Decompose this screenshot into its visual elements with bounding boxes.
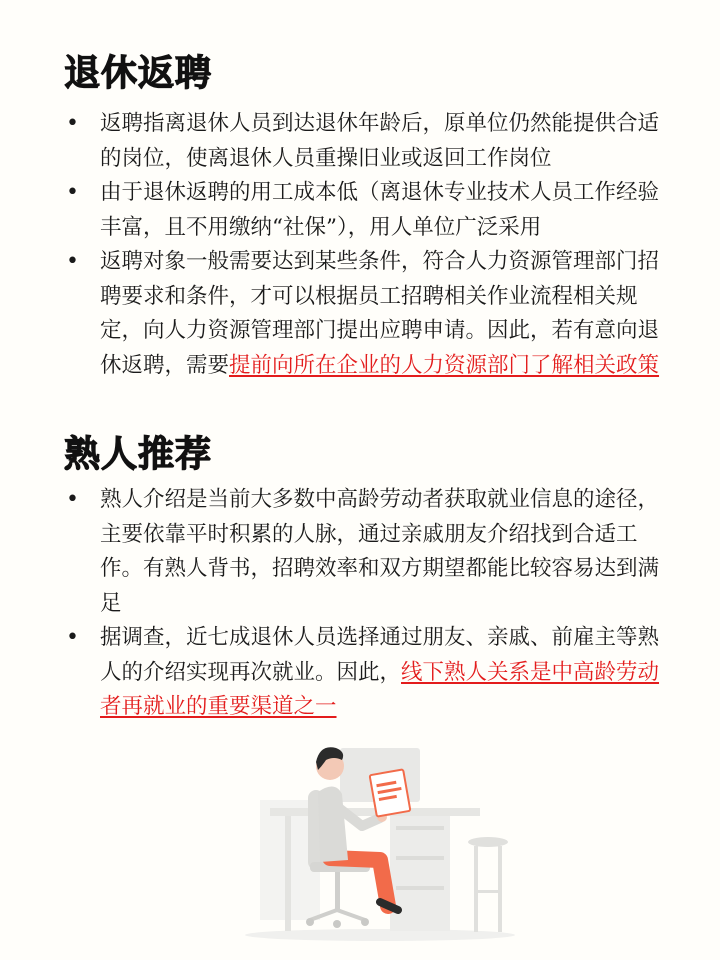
bullet-text: 返聘对象一般需要达到某些条件，符合人力资源管理部门招聘要求和条件，才可以根据员工招聘相关作业流程相关规定，向人力资源管理部门提出应聘申请。因此，若有意向退休返聘，需要	[100, 249, 660, 378]
bullet-icon: •	[66, 180, 79, 205]
highlight-text: 提前向所在企业的人力资源部门了解相关政策	[229, 352, 660, 378]
stool	[468, 837, 508, 932]
person-working-at-desk-illustration	[230, 730, 530, 945]
bullet-list-retirement-rehire	[64, 107, 674, 383]
list-item	[64, 107, 674, 176]
bullet-text: 据调查，近七成退休人员选择通过朋友、亲戚、前雇主等熟人的介绍实现再次就业。因此，	[100, 625, 660, 685]
bullet-text: 由于退休返聘的用工成本低（离退休专业技术人员工作经验丰富，且不用缴纳“社保”），用人单位广泛采用	[100, 180, 660, 240]
section-title-referral: 熟人推荐	[64, 434, 213, 475]
bullet-icon: •	[66, 249, 79, 274]
bullet-icon: •	[66, 625, 79, 650]
document-icon	[370, 769, 411, 816]
bullet-icon: •	[66, 111, 79, 136]
highlight-text: 线下熟人关系是中高龄劳动者再就业的重要渠道之一	[100, 659, 660, 719]
list-item	[64, 483, 674, 621]
list-item	[64, 621, 674, 725]
bullet-list-referral	[64, 483, 674, 725]
list-item	[64, 176, 674, 245]
bullet-text: 熟人介绍是当前大多数中高龄劳动者获取就业信息的途径，主要依靠平时积累的人脉，通过亲戚朋友介绍找到合适工作。有熟人背书，招聘效率和双方期望都能比较容易达到满足	[100, 487, 660, 616]
list-item	[64, 245, 674, 383]
bullet-icon: •	[66, 487, 79, 512]
section-title-retirement-rehire: 退休返聘	[64, 53, 213, 94]
bullet-text: 返聘指离退休人员到达退休年龄后，原单位仍然能提供合适的岗位，使离退休人员重操旧业或返回工作岗位	[100, 111, 660, 171]
